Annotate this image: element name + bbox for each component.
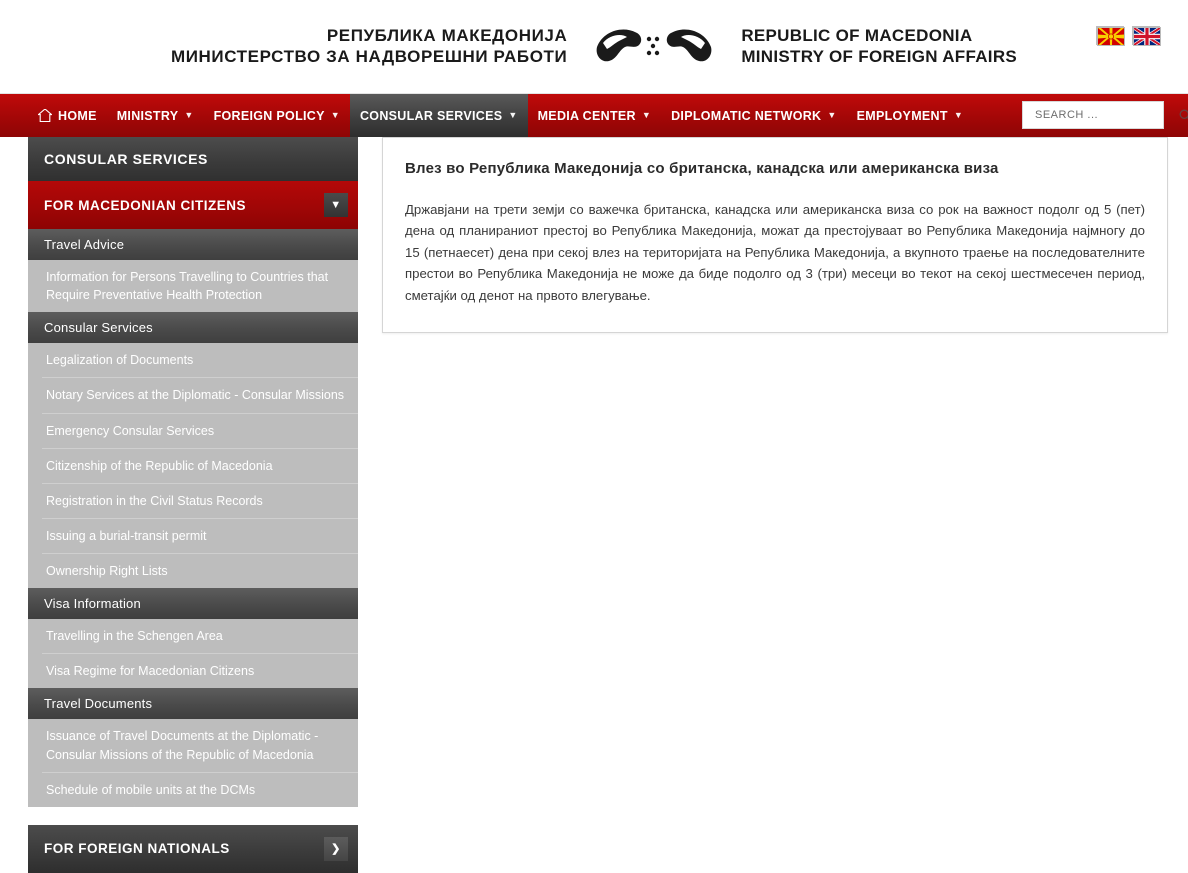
- sidebar-item-emergency-consular-services[interactable]: Emergency Consular Services: [42, 414, 358, 449]
- flag-macedonia[interactable]: [1096, 26, 1124, 45]
- chevron-down-icon: ▼: [953, 110, 964, 120]
- flag-united-kingdom[interactable]: [1132, 26, 1160, 45]
- title-en-line1: REPUBLIC OF MACEDONIA: [741, 25, 973, 45]
- sidebar-section-for-foreign-nationals[interactable]: [28, 825, 358, 873]
- nav-item-foreign-policy[interactable]: [204, 94, 350, 137]
- chevron-down-icon: ▼: [641, 110, 652, 120]
- nav-item-diplomatic-network[interactable]: [661, 94, 847, 137]
- chevron-down-icon: ▼: [184, 110, 194, 120]
- nav-label-consular-services: CONSULAR SERVICES: [359, 108, 503, 123]
- nav-item-employment[interactable]: [847, 94, 973, 137]
- chevron-down-icon: ▼: [827, 110, 837, 120]
- site-header: [0, 0, 1188, 93]
- sidebar-item-citizenship[interactable]: Citizenship of the Republic of Macedonia: [42, 449, 358, 484]
- nav-label-diplomatic-network: DIPLOMATIC NETWORK: [671, 108, 822, 123]
- sidebar-links-travel-advice: [28, 260, 358, 312]
- sidebar-item-visa-regime[interactable]: Visa Regime for Macedonian Citizens: [46, 664, 255, 679]
- sidebar-footer-label: FOR FOREIGN NATIONALS: [44, 841, 230, 857]
- nav-item-consular-services[interactable]: [350, 94, 528, 137]
- nav-label-ministry: MINISTRY: [116, 108, 179, 123]
- title-mk-line2: МИНИСТЕРСТВО ЗА НАДВОРЕШНИ РАБОТИ: [170, 47, 568, 66]
- sidebar-group-consular-services: Consular Services: [28, 312, 358, 343]
- sidebar-links-travel-documents: [28, 719, 358, 806]
- nav-label-employment: EMPLOYMENT: [856, 108, 948, 123]
- chevron-down-icon[interactable]: ▼: [324, 193, 348, 217]
- sidebar-item-ownership-right-lists[interactable]: Ownership Right Lists: [46, 564, 168, 578]
- sidebar-item-notary-services[interactable]: Notary Services at the Diplomatic - Consular Missions: [42, 378, 358, 413]
- sidebar-section-label: FOR MACEDONIAN CITIZENS: [44, 197, 246, 213]
- sidebar-item-burial-transit-permit[interactable]: Issuing a burial-transit permit: [42, 519, 358, 554]
- sidebar-item-health-protection-info[interactable]: Information for Persons Travelling to Countries that Require Preventative Health Protection: [46, 270, 329, 303]
- page-body: [0, 137, 1188, 857]
- sidebar-item-legalization-of-documents[interactable]: Legalization of Documents: [42, 343, 358, 378]
- chevron-right-icon[interactable]: ❯: [324, 837, 348, 861]
- sidebar-links-consular-services: [28, 343, 358, 588]
- home-icon: [38, 109, 52, 122]
- search-icon[interactable]: [1179, 109, 1188, 122]
- chevron-down-icon: ▼: [508, 110, 518, 120]
- page-title: Влез во Република Македонија со британска, канадска или американска виза: [405, 160, 999, 177]
- sidebar-section-for-macedonian-citizens[interactable]: [28, 181, 358, 229]
- search-box[interactable]: [1022, 101, 1164, 129]
- title-english: [719, 25, 1017, 68]
- sidebar-item-civil-status-records[interactable]: Registration in the Civil Status Records: [42, 484, 358, 519]
- title-en-line2: MINISTRY OF FOREIGN AFFAIRS: [741, 47, 1018, 66]
- nav-item-ministry[interactable]: [107, 94, 204, 137]
- sidebar-item-schengen-area[interactable]: Travelling in the Schengen Area: [42, 619, 358, 654]
- nav-label-foreign-policy: FOREIGN POLICY: [213, 108, 325, 123]
- title-mk-line1: РЕПУБЛИКА МАКЕДОНИЈА: [326, 25, 568, 45]
- language-switcher[interactable]: [1096, 26, 1160, 45]
- sidebar-title: CONSULAR SERVICES: [28, 137, 358, 181]
- title-macedonian: [171, 25, 589, 68]
- nav-item-media-center[interactable]: [528, 94, 662, 137]
- sidebar-group-travel-advice: Travel Advice: [28, 229, 358, 260]
- sidebar-item-mobile-units-schedule[interactable]: Schedule of mobile units at the DCMs: [46, 782, 256, 797]
- macedonian-coat-of-arms-icon: [589, 17, 719, 75]
- main-content-panel: [382, 137, 1168, 333]
- search-input[interactable]: [1033, 108, 1179, 122]
- nav-item-home[interactable]: [28, 94, 107, 137]
- sidebar-links-visa-information: [28, 619, 358, 688]
- nav-label-media-center: MEDIA CENTER: [537, 108, 636, 123]
- main-navigation[interactable]: [0, 93, 1188, 137]
- sidebar: [28, 137, 358, 873]
- page-paragraph: Државјани на трети земји со важечка британска, канадска или американска виза со рок на важност подолг од 5 (пет) дена од планираниот престој во Република Македонија, можат да престојуваат во Република Македонија најмногу до 15 (петнаесет) дена при секој влез на територијата на Република Македонија, а вкупното траење на последователните престои во Република Македонија не може да биде подолго од 3 (три) месеци во текот на секој шестмесечен период, сметајќи од денот на првото влегување.: [405, 202, 1145, 303]
- nav-label-home: HOME: [58, 108, 97, 123]
- sidebar-group-travel-documents: Travel Documents: [28, 688, 358, 719]
- sidebar-item-issuance-travel-documents[interactable]: Issuance of Travel Documents at the Diplomatic - Consular Missions of the Republic of Macedonia: [42, 719, 358, 772]
- chevron-down-icon: ▼: [330, 110, 340, 120]
- sidebar-group-visa-information: Visa Information: [28, 588, 358, 619]
